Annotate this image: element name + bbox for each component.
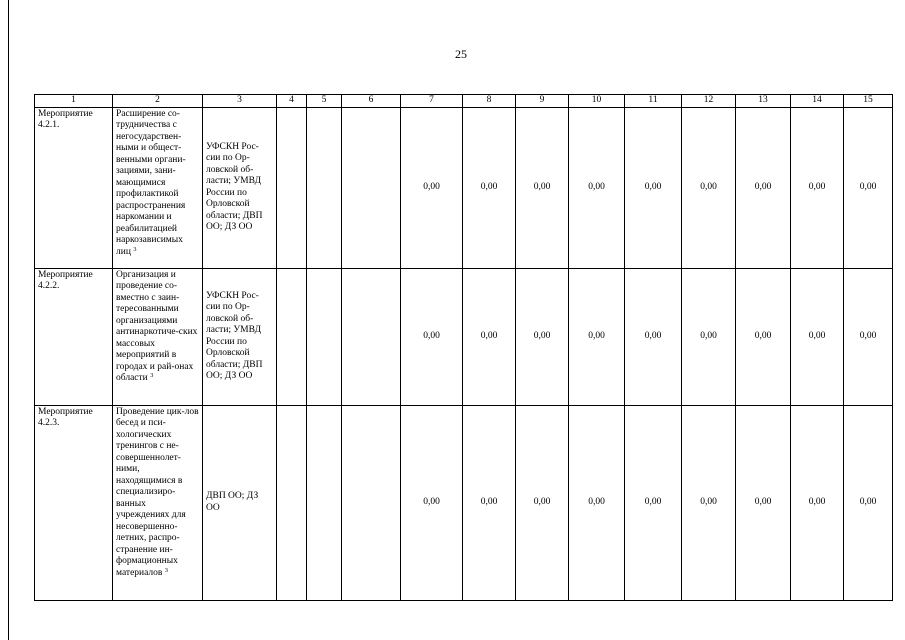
empty-cell: [342, 107, 401, 268]
value-cell: 0,00: [791, 405, 844, 600]
empty-cell: [342, 268, 401, 405]
table-row: [35, 268, 893, 405]
value-cell: 0,00: [682, 405, 736, 600]
executor-cell: ДВП ОО; ДЗ ОО: [203, 405, 277, 600]
empty-cell: [307, 405, 342, 600]
value-cell: 0,00: [463, 268, 516, 405]
footnote-mark: 3: [164, 566, 169, 574]
header-cell-2: 2: [113, 95, 203, 108]
value-cell: 0,00: [463, 107, 516, 268]
value-cell: 0,00: [791, 107, 844, 268]
page-margin-line: [8, 0, 9, 640]
value-cell: 0,00: [401, 405, 463, 600]
header-cell-3: 3: [203, 95, 277, 108]
value-cell: 0,00: [625, 405, 682, 600]
value-cell: 0,00: [516, 107, 569, 268]
description-cell: [113, 268, 203, 405]
header-cell-15: 15: [844, 95, 893, 108]
header-cell-7: 7: [401, 95, 463, 108]
header-cell-14: 14: [791, 95, 844, 108]
empty-cell: [307, 107, 342, 268]
executor-cell: УФСКН Рос-сии по Ор-ловской об-ласти; УМВД России по Орловской области; ДВП ОО; ДЗ ОО: [203, 107, 277, 268]
header-cell-1: 1: [35, 95, 113, 108]
value-cell: 0,00: [569, 268, 625, 405]
header-cell-13: 13: [736, 95, 791, 108]
value-cell: 0,00: [844, 268, 893, 405]
empty-cell: [277, 107, 307, 268]
header-cell-10: 10: [569, 95, 625, 108]
value-cell: 0,00: [569, 107, 625, 268]
value-cell: 0,00: [569, 405, 625, 600]
header-cell-4: 4: [277, 95, 307, 108]
description-cell: [113, 405, 203, 600]
value-cell: 0,00: [625, 107, 682, 268]
footnote-mark: 3: [150, 372, 154, 379]
table-row: [35, 405, 893, 600]
event-cell: Мероприятие 4.2.3.: [35, 405, 113, 600]
description-text: Организация и проведение со-вместно с заин-тересованными организациями антинаркотиче-ских массовых мероприятий в городах и рай-онах области: [116, 269, 198, 383]
description-cell: [113, 107, 203, 268]
value-cell: 0,00: [736, 268, 791, 405]
value-cell: 0,00: [401, 268, 463, 405]
executor-cell: УФСКН Рос-сии по Ор-ловской об-ласти; УМВД России по Орловской области; ДВП ОО; ДЗ ОО: [203, 268, 277, 405]
value-cell: 0,00: [625, 268, 682, 405]
header-cell-5: 5: [307, 95, 342, 108]
empty-cell: [277, 268, 307, 405]
value-cell: 0,00: [844, 405, 893, 600]
value-cell: 0,00: [516, 268, 569, 405]
header-cell-6: 6: [342, 95, 401, 108]
value-cell: 0,00: [682, 107, 736, 268]
value-cell: 0,00: [844, 107, 893, 268]
description-text: Расширение со-трудничества с негосударствен-ными и общест-венными органи-зациями, зани-мающимися профилактикой распространения наркомании и реабилитацией наркозависимых лиц: [116, 108, 186, 257]
header-cell-9: 9: [516, 95, 569, 108]
value-cell: 0,00: [736, 405, 791, 600]
table-row: [35, 107, 893, 268]
value-cell: 0,00: [401, 107, 463, 268]
page-number: 25: [455, 47, 467, 61]
value-cell: 0,00: [791, 268, 844, 405]
event-cell: Мероприятие 4.2.2.: [35, 268, 113, 405]
value-cell: 0,00: [516, 405, 569, 600]
value-cell: 0,00: [463, 405, 516, 600]
program-table: [34, 94, 893, 601]
value-cell: 0,00: [682, 268, 736, 405]
header-cell-12: 12: [682, 95, 736, 108]
description-text: Проведение цик-лов бесед и пси-хологических тренингов с не-совершеннолет-ними, находящимися в специализиро-ванных учреждениях для несовершенно-летних, распро-странение ин-формационных материалов: [116, 406, 199, 578]
value-cell: 0,00: [736, 107, 791, 268]
event-cell: Мероприятие 4.2.1.: [35, 107, 113, 268]
header-cell-8: 8: [463, 95, 516, 108]
footnote-mark: 3: [133, 245, 137, 253]
empty-cell: [307, 268, 342, 405]
header-cell-11: 11: [625, 95, 682, 108]
empty-cell: [342, 405, 401, 600]
header-row: [35, 95, 893, 108]
empty-cell: [277, 405, 307, 600]
